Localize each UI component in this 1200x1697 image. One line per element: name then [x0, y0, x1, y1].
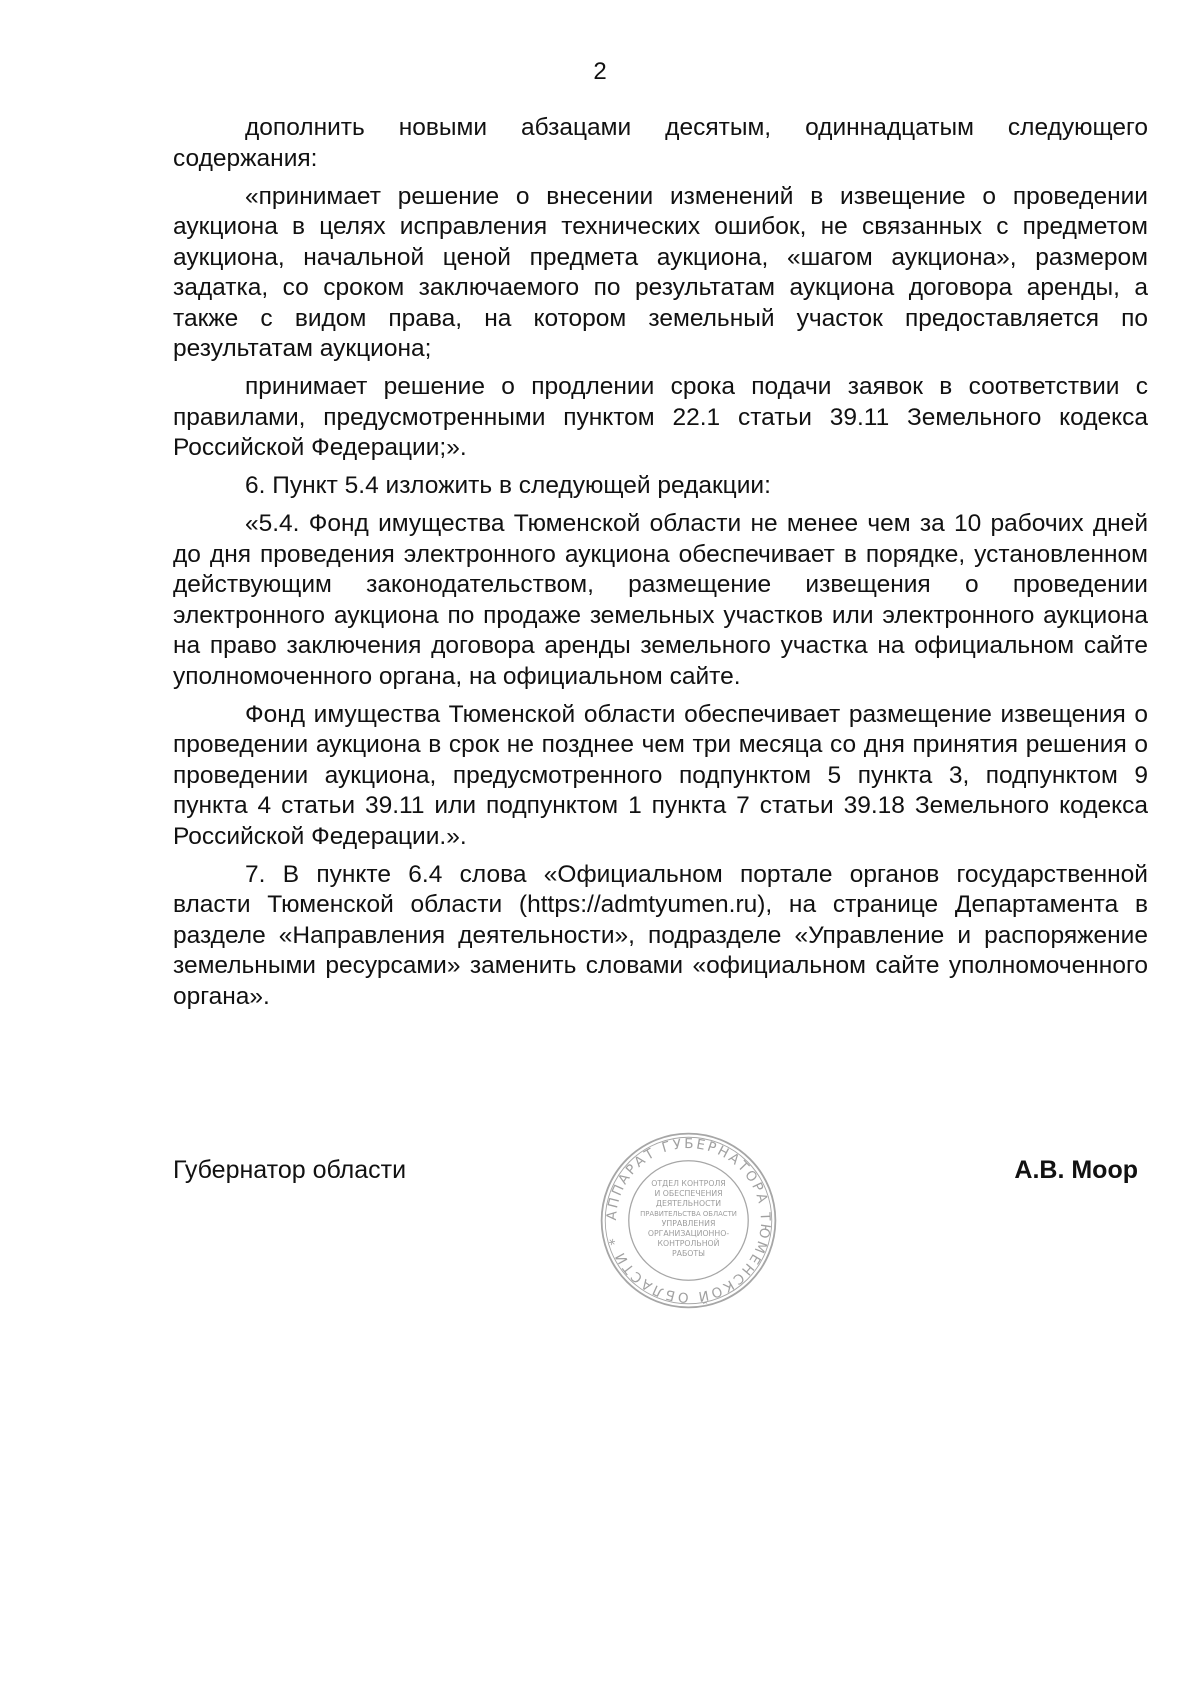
signatory-title: Губернатор области [173, 1156, 407, 1184]
document-body [173, 113, 1148, 1020]
svg-text:КОНТРОЛЬНОЙ: КОНТРОЛЬНОЙ [657, 1238, 720, 1248]
paragraph-item-6: 6. Пункт 5.4 изложить в следующей редакции: [245, 472, 771, 499]
svg-text:УПРАВЛЕНИЯ: УПРАВЛЕНИЯ [661, 1218, 716, 1228]
svg-text:ПРАВИТЕЛЬСТВА ОБЛАСТИ: ПРАВИТЕЛЬСТВА ОБЛАСТИ [640, 1209, 737, 1218]
svg-text:АППАРАТ ГУБЕРНАТОРА ТЮМЕНСКОЙ: АППАРАТ ГУБЕРНАТОРА ТЮМЕНСКОЙ ОБЛАСТИ * [603, 1136, 774, 1306]
svg-text:РАБОТЫ: РАБОТЫ [671, 1248, 706, 1258]
svg-text:И ОБЕСПЕЧЕНИЯ: И ОБЕСПЕЧЕНИЯ [654, 1189, 723, 1199]
paragraph-item-7: 7. В пункте 6.4 слова «Официальном портале органов государственной власти Тюменской области (https://admtyumen.ru), на странице Департамента в разделе «Направления деятельности», подразделе «Управление и распоряжение земельными ресурсами» заменить словами «официальном сайте уполномоченного органа». [173, 860, 1148, 1010]
svg-text:ОТДЕЛ КОНТРОЛЯ: ОТДЕЛ КОНТРОЛЯ [651, 1179, 726, 1189]
official-seal-stamp [598, 1130, 779, 1311]
svg-text:ОРГАНИЗАЦИОННО-: ОРГАНИЗАЦИОННО- [647, 1228, 730, 1238]
paragraph-fund-deadline: Фонд имущества Тюменской области обеспечивает размещение извещения о проведении аукциона в срок не позднее чем три месяца со дня принятия решения о проведении аукциона, предусмотренного подпунктом 5 пункта 3, подпунктом 9 пункта 4 статьи 39.11 или подпунктом 1 пункта 7 статьи 39.18 Земельного кодекса Российской Федерации.». [173, 700, 1148, 850]
page-number: 2 [593, 58, 607, 85]
paragraph-decision-changes: «принимает решение о внесении изменений в извещение о проведении аукциона в целях исправления технических ошибок, не связанных с предметом аукциона, начальной ценой предмета аукциона, «шагом аукциона», размером задатка, со сроком заключаемого по результатам аукциона договора аренды, а также с видом права, на котором земельный участок предоставляется по результатам аукциона; [173, 182, 1148, 362]
paragraph-item-5-4: «5.4. Фонд имущества Тюменской области не менее чем за 10 рабочих дней до дня проведения электронного аукциона обеспечивает в порядке, установленном действующим законодательством, размещение извещения о проведении электронного аукциона по продаже земельных участков или электронного аукциона на право заключения договора аренды земельного участка на официальном сайте уполномоченного органа, на официальном сайте. [173, 510, 1148, 690]
paragraph-amend-intro: дополнить новыми абзацами десятым, одиннадцатым следующего содержания: [173, 114, 1148, 172]
svg-text:ДЕЯТЕЛЬНОСТИ: ДЕЯТЕЛЬНОСТИ [655, 1199, 722, 1209]
paragraph-decision-extension: принимает решение о продлении срока подачи заявок в соответствии с правилами, предусмотренными пунктом 22.1 статьи 39.11 Земельного кодекса Российской Федерации;». [173, 373, 1148, 461]
signatory-name: А.В. Моор [1014, 1156, 1138, 1184]
